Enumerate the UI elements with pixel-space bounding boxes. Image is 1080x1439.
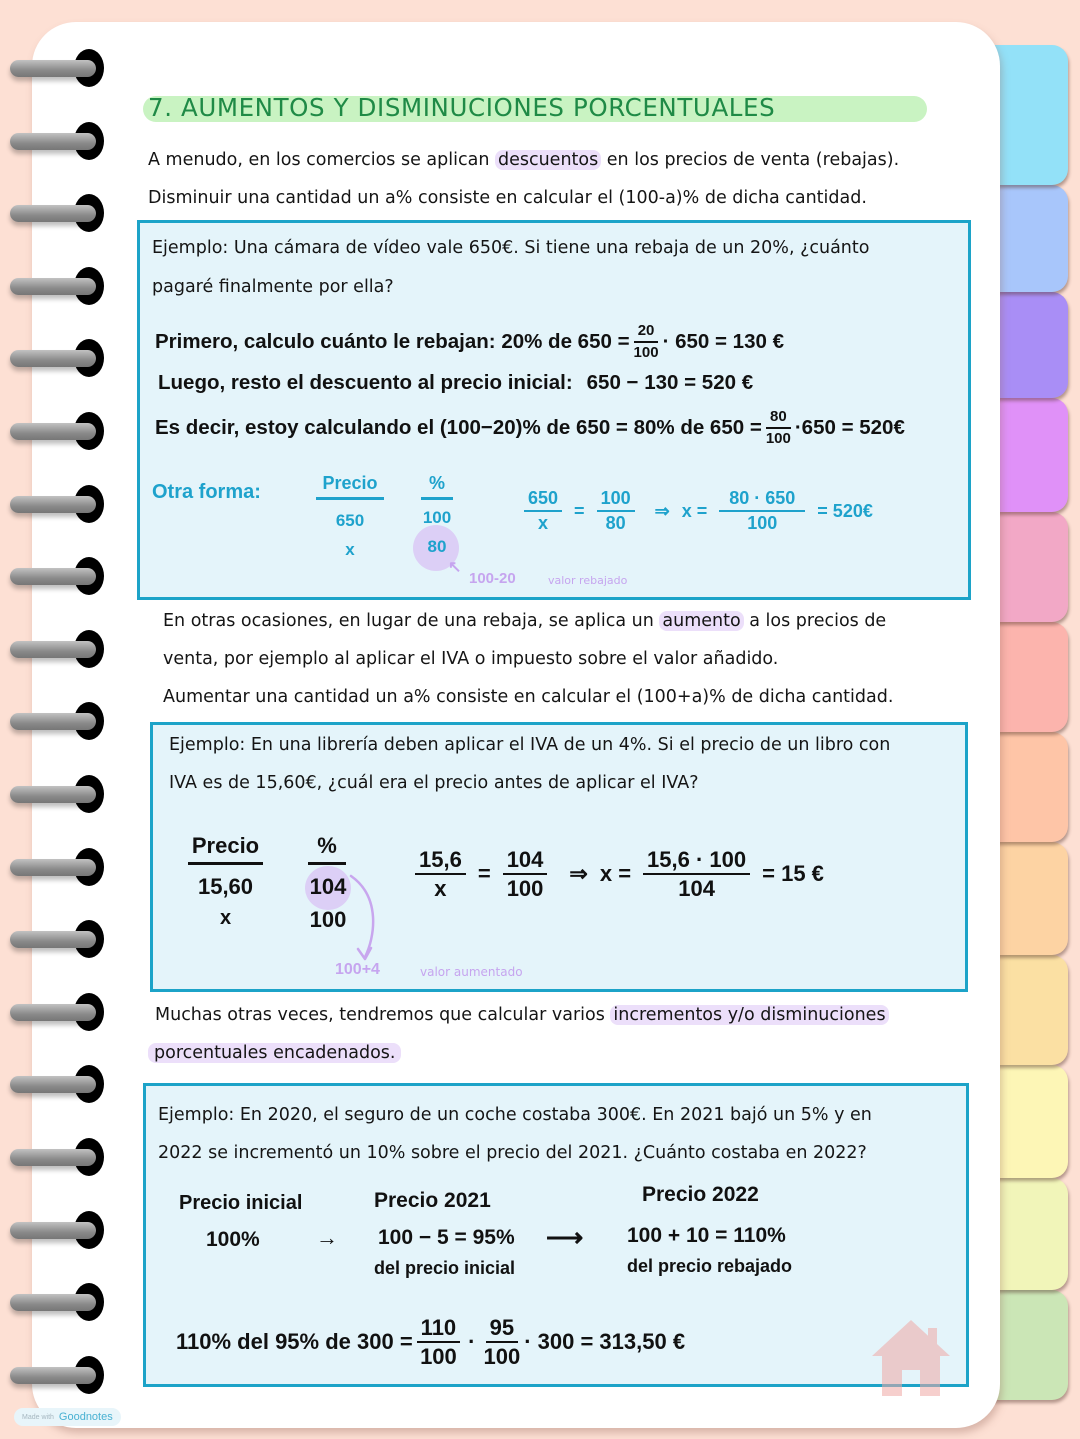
long-arrow-right-icon: ⟶ [546, 1222, 584, 1252]
denominator: 100 [633, 344, 659, 361]
goodnotes-watermark [14, 1408, 121, 1426]
intro-line-2: Disminuir una cantidad un a% consiste en calcular el (100-a)% de dicha cantidad. [148, 188, 867, 208]
step-result: ·650 = 520€ [794, 416, 905, 439]
numerator: 80 · 650 [719, 489, 805, 512]
col-header-precio-2022: Precio 2022 [642, 1183, 759, 1206]
numerator: 110 [417, 1316, 461, 1343]
fraction [634, 323, 659, 361]
para-text: Muchas otras veces, tendremos que calcular varios [155, 1005, 611, 1025]
arrow-up-left-icon: ↖ [448, 559, 462, 576]
implies-arrow-icon: ⇒ [654, 500, 670, 521]
example-box-3 [143, 1083, 969, 1387]
note-2022: del precio rebajado [627, 1256, 793, 1276]
intro-text: A menudo, en los comercios se aplican [148, 150, 495, 170]
para3-line-2 [148, 1042, 401, 1064]
table-header-precio: Precio [188, 833, 263, 865]
example-box-1 [137, 220, 971, 600]
final-calculation [176, 1312, 685, 1372]
fraction [766, 409, 791, 447]
variable-x: x = [681, 500, 708, 521]
intro-text: en los precios de venta (rebajas). [601, 150, 900, 170]
note-2021: del precio inicial [374, 1258, 516, 1278]
table-cell: 80 [427, 537, 447, 556]
highlight-incrementos: incrementos y/o disminuciones [610, 1005, 888, 1025]
denominator: x [434, 876, 447, 901]
equals-sign: = [477, 861, 491, 886]
arrow-right-icon: → [316, 1225, 338, 1250]
example1-step-1 [155, 320, 784, 364]
step-text: Primero, calculo cuánto le rebajan: 20% de 650 = [155, 330, 630, 353]
example1-question-line-2: pagaré finalmente por ella? [152, 277, 394, 297]
fraction [719, 489, 805, 533]
col-header-precio-inicial: Precio inicial [179, 1192, 303, 1214]
implies-arrow-icon: ⇒ [569, 861, 588, 886]
fraction [524, 489, 562, 533]
step-text: Luego, resto el descuento al precio inicial: [158, 371, 573, 394]
table-cell: 104 [309, 874, 347, 899]
calc-result: · 300 = 313,50 € [524, 1329, 686, 1354]
fraction [597, 489, 635, 533]
example2-question-line-1: Ejemplo: En una librería deben aplicar el IVA de un 4%. Si el precio de un libro con [169, 735, 891, 755]
step-text: Es decir, estoy calculando el (100−20)% de 650 = 80% de 650 = [155, 416, 762, 439]
fraction [484, 1316, 521, 1368]
table-header-percent: % [308, 833, 346, 865]
annotation-calc: 100-20 [469, 570, 516, 587]
numerator: 15,6 [415, 848, 466, 875]
home-icon[interactable] [870, 1318, 952, 1398]
result: = 520€ [817, 500, 873, 521]
page-title: 7. AUMENTOS Y DISMINUCIONES PORCENTUALES [148, 93, 776, 122]
example2-question-line-2: IVA es de 15,60€, ¿cuál era el precio antes de aplicar el IVA? [169, 773, 699, 793]
intro-line-1 [148, 149, 899, 171]
variable-x: x = [599, 861, 632, 886]
denominator: 100 [765, 430, 791, 447]
denominator: 100 [506, 876, 544, 901]
table-cell: 100 [422, 508, 452, 527]
denominator: 100 [483, 1344, 521, 1369]
para-text: a los precios de [743, 611, 887, 631]
watermark-prefix: Made with [22, 1413, 54, 1421]
alt-method-label: Otra forma: [152, 481, 261, 503]
denominator: 104 [678, 876, 715, 901]
fraction [417, 1316, 461, 1368]
col-header-precio-2021: Precio 2021 [374, 1189, 491, 1212]
annotation-note: valor aumentado [420, 965, 523, 979]
numerator: 95 [486, 1316, 518, 1343]
denominator: x [538, 513, 549, 533]
numerator: 15,6 · 100 [643, 848, 750, 875]
fraction [643, 848, 750, 900]
highlight-aumento: aumento [659, 611, 743, 631]
numerator: 104 [503, 848, 548, 875]
table-header-percent: % [421, 473, 453, 500]
annotation-note: valor rebajado [548, 574, 628, 587]
fraction [503, 848, 548, 900]
para2-line-3: Aumentar una cantidad un a% consiste en calcular el (100+a)% de dicha cantidad. [163, 687, 894, 707]
calc-text: 110% del 95% de 300 = [176, 1329, 413, 1354]
highlight-encadenados: porcentuales encadenados. [148, 1043, 401, 1063]
example1-step-3 [155, 406, 905, 450]
para2-line-1 [163, 610, 886, 632]
value-2021: 100 − 5 = 95% [378, 1226, 515, 1249]
table-cell: x [345, 540, 355, 559]
annotation-calc: 100+4 [335, 961, 380, 978]
curved-arrow-icon [153, 725, 453, 985]
denominator: 100 [747, 513, 778, 533]
table-cell: x [219, 907, 232, 929]
watermark-brand: Goodnotes [58, 1411, 113, 1423]
numerator: 20 [634, 323, 659, 343]
numerator: 80 [766, 409, 791, 429]
step-result: · 650 = 130 € [662, 330, 784, 353]
table-header-precio: Precio [316, 473, 384, 500]
denominator: 80 [605, 513, 626, 533]
example1-question-line-1: Ejemplo: Una cámara de vídeo vale 650€. Si tiene una rebaja de un 20%, ¿cuánto [152, 238, 870, 258]
para2-line-2: venta, por ejemplo al aplicar el IVA o impuesto sobre el valor añadido. [163, 649, 779, 669]
result: = 15 € [762, 861, 824, 886]
table-cell: 650 [335, 511, 365, 530]
equals-sign: = [574, 500, 585, 521]
table-cell: 100 [309, 907, 347, 932]
example3-question-line-2: 2022 se incrementó un 10% sobre el precio del 2021. ¿Cuánto costaba en 2022? [158, 1143, 867, 1163]
multiply-dot: · [468, 1329, 476, 1354]
denominator: 100 [420, 1344, 457, 1369]
table-cell: 15,60 [197, 874, 254, 899]
example1-step-2 [158, 361, 753, 405]
highlight-descuentos: descuentos [495, 150, 601, 170]
alt-equation [518, 485, 879, 537]
step-result: 650 − 130 = 520 € [586, 371, 754, 394]
para-text: En otras ocasiones, en lugar de una rebaja, se aplica un [163, 611, 660, 631]
para3-line-1 [155, 1004, 889, 1026]
numerator: 650 [524, 489, 562, 512]
example3-question-line-1: Ejemplo: En 2020, el seguro de un coche costaba 300€. En 2021 bajó un 5% y en [158, 1105, 872, 1125]
value-100-percent: 100% [206, 1228, 260, 1251]
fraction [415, 848, 466, 900]
iva-equation [409, 845, 830, 903]
example-box-2 [150, 722, 968, 992]
value-2022: 100 + 10 = 110% [627, 1224, 786, 1247]
numerator: 100 [597, 489, 635, 512]
